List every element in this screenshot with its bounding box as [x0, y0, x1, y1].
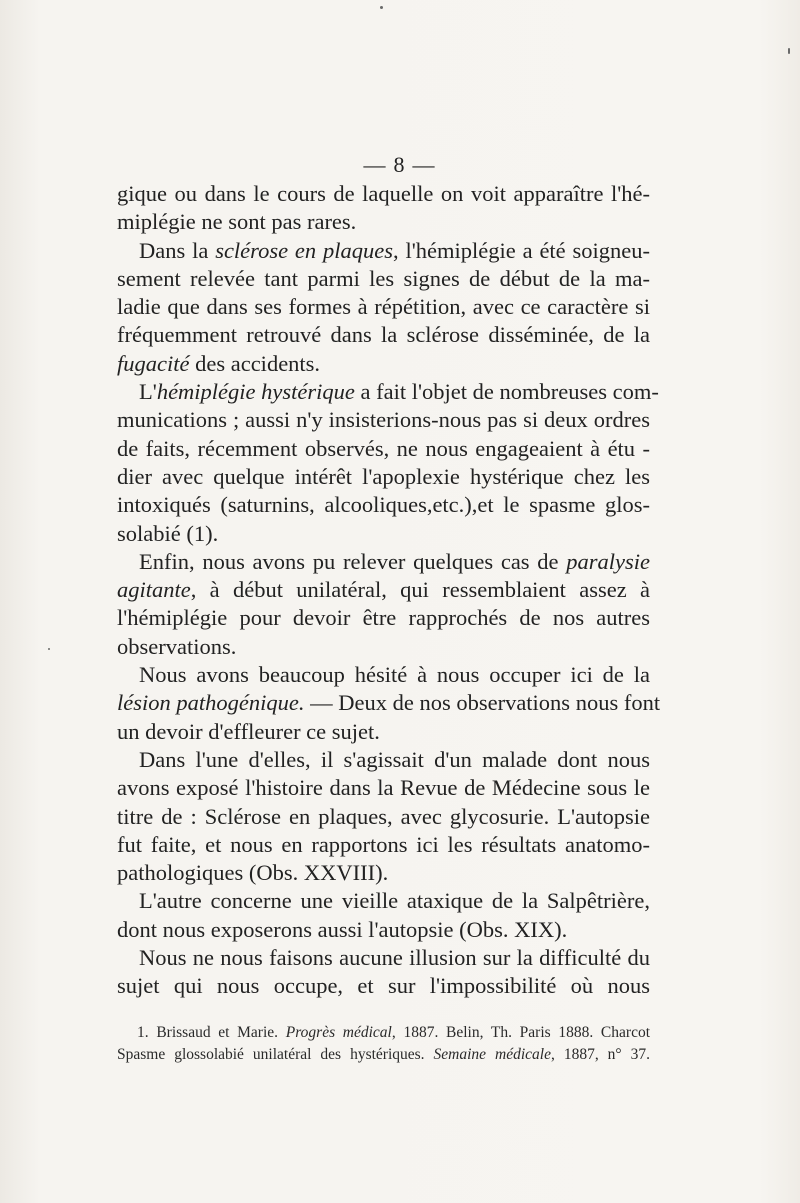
- text-run: fréquemment retrouvé dans la sclérose disséminée, de la: [117, 322, 650, 348]
- paper-speck: [380, 6, 383, 9]
- italic-text: lésion pathogénique.: [117, 690, 305, 716]
- text-line: [117, 661, 650, 689]
- footnote-text-run: , 1887, n° 37.: [550, 1046, 650, 1063]
- text-line: [117, 689, 661, 717]
- italic-text: agitante: [117, 577, 191, 603]
- footnote-italic-text: Semaine médicale: [433, 1046, 551, 1063]
- text-line: [117, 435, 650, 463]
- paragraph: [117, 746, 650, 887]
- text-run: L': [139, 379, 157, 405]
- paragraph: [117, 887, 650, 944]
- text-line: [117, 463, 650, 491]
- footnote-text-run: , 1887. Belin, Th. Paris 1888. Charcot: [391, 1024, 651, 1041]
- text-run: — Deux de nos observations nous font: [304, 690, 661, 716]
- paragraph: [117, 944, 650, 1001]
- text-line: [117, 237, 650, 265]
- text-line: [117, 520, 650, 548]
- text-run: Dans l'une d'elles, il s'agissait d'un malade dont nous: [139, 746, 650, 772]
- text-line: [117, 350, 650, 378]
- text-run: de faits, récemment observés, ne nous engageaient à étu -: [117, 435, 650, 461]
- italic-text: fugacité: [117, 350, 190, 376]
- italic-text: hémiplégie hystérique: [156, 379, 355, 405]
- text-line: [117, 803, 650, 831]
- text-run: avons exposé l'histoire dans la Revue de Médecine sous le: [117, 775, 650, 801]
- text-run: sujet qui nous occupe, et sur l'impossibilité où nous: [117, 973, 650, 999]
- text-line: [117, 491, 650, 519]
- text-run: observations.: [117, 633, 237, 659]
- page-number-dash-left: —: [363, 152, 388, 177]
- text-line: [117, 916, 650, 944]
- text-run: munications ; aussi n'y insisterions-nous pas si deux ordres: [117, 407, 650, 433]
- text-line: [117, 746, 650, 774]
- text-run: ladie que dans ses formes à répétition, avec ce caractère si: [117, 294, 650, 320]
- text-line: [117, 633, 650, 661]
- text-line: [117, 972, 650, 1000]
- text-run: Nous ne nous faisons aucune illusion sur la difficulté du: [139, 945, 650, 971]
- text-run: miplégie ne sont pas rares.: [117, 209, 357, 235]
- text-line: [117, 180, 650, 208]
- footnote-line: [117, 1022, 650, 1044]
- text-line: [117, 378, 659, 406]
- text-line: [117, 774, 650, 802]
- page-number-value: 8: [393, 152, 407, 177]
- text-line: [117, 548, 650, 576]
- text-line: [117, 831, 650, 859]
- italic-text: paralysie: [566, 548, 650, 574]
- text-run: un devoir d'effleurer ce sujet.: [117, 718, 380, 744]
- paragraph: [117, 548, 650, 661]
- text-run: fut faite, et nous en rapportons ici les résultats anatomo-: [117, 831, 650, 857]
- text-line: [117, 718, 650, 746]
- text-run: l'hémiplégie pour devoir être rapprochés de nos autres: [117, 605, 650, 631]
- text-run: gique ou dans le cours de laquelle on voit apparaître l'hé-: [117, 181, 650, 206]
- text-run: des accidents.: [189, 350, 321, 376]
- paper-speck: [788, 48, 790, 54]
- paragraph: [117, 180, 650, 237]
- text-line: [117, 406, 650, 434]
- text-line: [117, 576, 650, 604]
- text-line: [117, 321, 650, 349]
- paper-speck: [48, 648, 50, 650]
- text-line: [117, 887, 650, 915]
- text-run: , l'hémiplégie a été soigneu-: [393, 237, 651, 263]
- page-number-dash-right: —: [412, 152, 437, 177]
- main-text: [117, 180, 661, 1001]
- text-run: Dans la: [139, 237, 216, 263]
- text-run: dier avec quelque intérêt l'apoplexie hystérique chez les: [117, 463, 650, 489]
- text-run: , à début unilatéral, qui ressemblaient assez à: [190, 577, 650, 603]
- footnote-line: [117, 1044, 650, 1066]
- text-run: solabié (1).: [117, 520, 219, 546]
- text-run: sement relevée tant parmi les signes de début de la ma-: [117, 265, 650, 291]
- paragraph: [117, 237, 650, 378]
- text-run: Enfin, nous avons pu relever quelques cas de: [139, 548, 567, 574]
- text-run: dont nous exposerons aussi l'autopsie (Obs. XIX).: [117, 916, 568, 942]
- footnotes: [117, 1022, 650, 1066]
- page-number: [0, 152, 800, 178]
- paragraph: [117, 378, 659, 548]
- text-run: L'autre concerne une vieille ataxique de la Salpêtrière,: [139, 888, 650, 914]
- text-line: [117, 293, 650, 321]
- text-line: [117, 859, 650, 887]
- footnote-text-run: Spasme glossolabié unilatéral des hystériques.: [117, 1046, 434, 1063]
- text-line: [117, 208, 650, 236]
- text-run: intoxiqués (saturnins, alcooliques,etc.),et le spasme glos-: [117, 492, 650, 518]
- italic-text: sclérose en plaques: [215, 237, 394, 263]
- footnote-italic-text: Progrès médical: [285, 1024, 392, 1041]
- paragraph: [117, 661, 661, 746]
- text-line: [117, 265, 650, 293]
- text-run: a fait l'objet de nombreuses com-: [354, 379, 659, 405]
- text-line: [117, 944, 650, 972]
- text-line: [117, 604, 650, 632]
- footnote-text-run: 1. Brissaud et Marie.: [137, 1024, 286, 1041]
- text-run: pathologiques (Obs. XXVIII).: [117, 860, 389, 886]
- text-run: Nous avons beaucoup hésité à nous occuper ici de la: [139, 662, 650, 688]
- text-run: titre de : Sclérose en plaques, avec glycosurie. L'autopsie: [117, 803, 650, 829]
